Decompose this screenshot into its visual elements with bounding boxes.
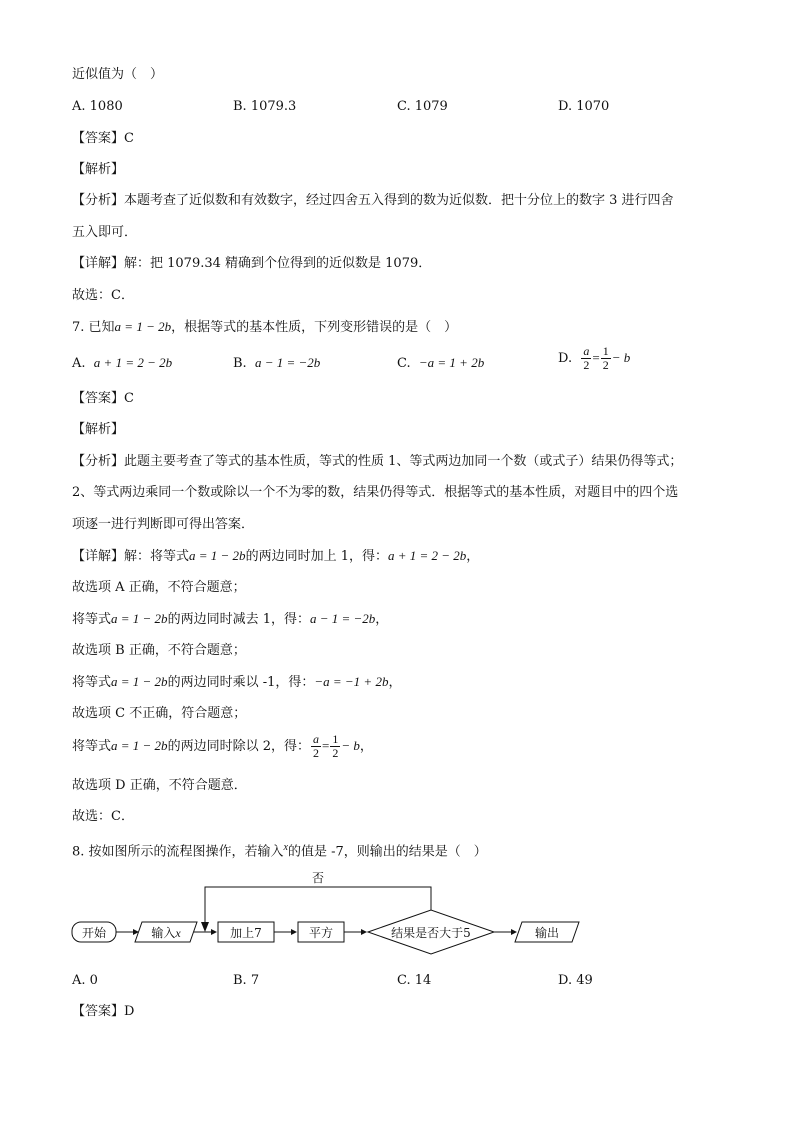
detail-text: 将等式: [72, 675, 112, 690]
q8-option-a: A. 0: [72, 973, 98, 988]
q7-fenxi-line2: 2、等式两边乘同一个数或除以一个不为零的数，结果仍得等式．根据等式的基本性质，对题目中的四个选: [72, 485, 679, 500]
q6-fenxi-cont: 五入即可．: [72, 225, 138, 240]
q7-option-b-label: B.: [233, 356, 247, 371]
detail-text: 的两边同时乘以 -1，得：: [167, 675, 315, 690]
q7-stem-prefix: 7. 已知: [72, 320, 115, 335]
detail-equals: =: [321, 738, 330, 753]
q7-answer: 【答案】C: [72, 391, 134, 406]
q6-option-a: A. 1080: [72, 99, 123, 114]
frac-numerator: a: [583, 344, 590, 358]
detail-equation: a = 1 − 2b: [111, 738, 168, 753]
frac-numerator: a: [312, 732, 319, 746]
detail-text: 的两边同时减去 1，得：: [167, 612, 310, 627]
detail-punct: ，: [375, 612, 389, 627]
detail-result: a + 1 = 2 − 2b: [387, 548, 467, 563]
detail-punct: ，: [388, 675, 402, 690]
q7-option-a-formula: a + 1 = 2 − 2b: [93, 355, 173, 370]
q7-analysis-heading: 【解析】: [72, 422, 125, 437]
detail-punct: ，: [466, 549, 480, 564]
q6-fenxi: 【分析】本题考查了近似数和有效数字，经过四舍五入得到的数为近似数．把十分位上的数字 3 进行四舍: [72, 193, 674, 208]
flow-arrowhead: [211, 929, 217, 935]
q7-detail-c-verdict: 故选项 C 不正确，符合题意；: [72, 706, 247, 721]
q6-stem: 近似值为（ ）: [72, 67, 164, 82]
detail-equation: a = 1 − 2b: [111, 674, 168, 689]
frac-numerator: 1: [602, 344, 609, 358]
flow-loop-arrowhead: [201, 922, 209, 932]
q6-analysis-heading: 【解析】: [72, 162, 125, 177]
q8-variable: x: [283, 842, 288, 853]
q7-detail-b-verdict: 故选项 B 正确，不符合题意；: [72, 643, 246, 658]
q8-option-b: B. 7: [233, 973, 260, 988]
q7-option-a-label: A.: [72, 356, 86, 371]
flow-no-label: 否: [311, 871, 325, 885]
detail-result: a − 1 = −2b: [309, 611, 376, 626]
q7-detail-a-verdict: 故选项 A 正确，不符合题意；: [72, 580, 246, 595]
flow-decision-label: 结果是否大于5: [391, 926, 471, 940]
q7-fenxi-line1: 【分析】此题主要考查了等式的基本性质，等式的性质 1、等式两边加同一个数（或式子）结果仍得等式；: [72, 454, 683, 469]
detail-text: 的两边同时除以 2，得：: [167, 739, 310, 754]
detail-tail: − b: [341, 738, 360, 753]
q7-option-c-label: C.: [397, 356, 411, 371]
q8-option-c: C. 14: [397, 973, 432, 988]
q8-stem-suffix: 的值是 -7，则输出的结果是（ ）: [288, 844, 487, 860]
q6-answer: 【答案】C: [72, 131, 134, 146]
q7-option-d-equals: =: [592, 350, 600, 365]
flow-arrowhead: [511, 929, 517, 935]
detail-text: 将等式: [72, 739, 112, 754]
q6-conclusion: 故选：C．: [72, 288, 134, 303]
q7-option-c-formula: −a = 1 + 2b: [418, 355, 485, 370]
flow-start-label: 开始: [81, 926, 107, 940]
q7-option-d-label: D.: [558, 351, 573, 366]
frac-denominator: 2: [332, 746, 339, 760]
detail-text: 【详解】解：将等式: [72, 549, 190, 564]
q6-xiangjie: 【详解】解：把 1079.34 精确到个位得到的近似数是 1079．: [72, 256, 432, 271]
q7-stem-suffix: ，根据等式的基本性质，下列变形错误的是（ ）: [171, 320, 458, 335]
q6-option-d: D. 1070: [558, 99, 610, 114]
detail-text: 将等式: [72, 612, 112, 627]
flow-arrowhead: [361, 929, 367, 935]
flow-loop-line: [205, 887, 431, 926]
q6-option-b: B. 1079.3: [233, 99, 297, 114]
flow-arrowhead: [291, 929, 297, 935]
flow-add-label: 加上7: [230, 926, 262, 940]
detail-text: 的两边同时加上 1，得：: [245, 549, 388, 564]
q8-answer: 【答案】D: [72, 1004, 135, 1019]
q8-stem-prefix: 8. 按如图所示的流程图操作，若输入: [72, 844, 284, 860]
frac-numerator: 1: [332, 732, 339, 746]
flow-square-label: 平方: [308, 926, 334, 940]
frac-denominator: 2: [312, 746, 319, 760]
detail-result: −a = −1 + 2b: [314, 674, 389, 689]
q7-fenxi-line3: 项逐一进行判断即可得出答案．: [72, 517, 255, 532]
q7-detail-d-verdict: 故选项 D 正确，不符合题意．: [72, 778, 247, 793]
detail-equation: a = 1 − 2b: [111, 611, 168, 626]
q7-given-equation: a = 1 − 2b: [114, 319, 172, 334]
flow-input-label: 输入x: [151, 926, 181, 940]
flow-output-label: 输出: [534, 926, 560, 940]
detail-equation: a = 1 − 2b: [189, 548, 246, 563]
q8-option-d: D. 49: [558, 973, 593, 988]
q6-option-c: C. 1079: [397, 99, 448, 114]
detail-punct: ，: [359, 739, 373, 754]
q7-option-d-tail: − b: [611, 350, 631, 365]
frac-denominator: 2: [602, 358, 609, 372]
q7-conclusion: 故选：C．: [72, 809, 134, 824]
q7-option-b-formula: a − 1 = −2b: [254, 355, 321, 370]
frac-denominator: 2: [583, 358, 590, 372]
